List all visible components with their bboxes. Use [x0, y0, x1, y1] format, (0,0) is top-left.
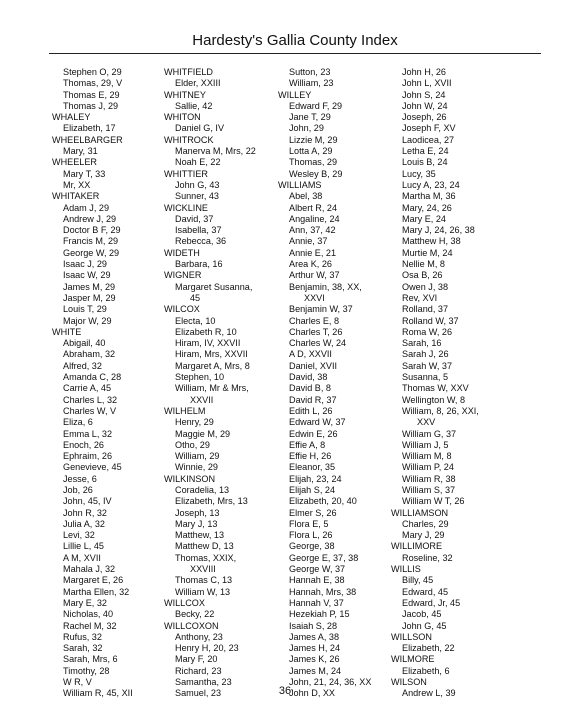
- index-entry: Billy, 45: [402, 575, 434, 586]
- index-entry: Thomas, 29, V: [63, 78, 123, 89]
- index-entry: Sallie, 42: [175, 100, 213, 111]
- index-entry: Annie, 37: [289, 236, 328, 247]
- index-entry: Maggie M, 29: [175, 428, 231, 439]
- index-entry: Becky, 22: [175, 609, 215, 620]
- index-entry: David, 38: [289, 372, 328, 383]
- index-entry: John D, XX: [289, 688, 335, 699]
- index-entry: John S, 24: [402, 89, 446, 100]
- index-entry: Jane T, 29: [289, 112, 331, 123]
- index-entry: Hiram, Mrs, XXVII: [175, 349, 248, 360]
- index-entry: Mr, XX: [63, 179, 91, 190]
- index-entry: Winnie, 29: [175, 462, 218, 473]
- index-entry: John, 45, IV: [63, 496, 112, 507]
- index-entry: Isaiah S, 28: [289, 620, 338, 631]
- index-entry: Noah E, 22: [175, 157, 221, 168]
- index-entry: William, Mr & Mrs,: [175, 383, 249, 394]
- index-entry: Andrew J, 29: [63, 213, 117, 224]
- index-entry: Hiram, IV, XXVII: [175, 338, 241, 349]
- index-surname: WILLIS: [391, 564, 421, 575]
- index-entry: Mary, 31: [63, 146, 98, 157]
- index-entry: Elder, XXIII: [175, 78, 221, 89]
- index-surname: WHITTIER: [164, 168, 208, 179]
- index-entry: Charles W, 24: [289, 338, 347, 349]
- index-entry: Major W, 29: [63, 315, 112, 326]
- index-entry: Arthur W, 37: [289, 270, 340, 281]
- index-surname: WILMORE: [391, 654, 435, 665]
- index-surname: WILCOX: [164, 304, 200, 315]
- index-entry: Matthew, 13: [175, 530, 225, 541]
- index-entry: Hannah E, 38: [289, 575, 345, 586]
- index-entry: David B, 8: [289, 383, 331, 394]
- index-entry: Owen J, 38: [402, 281, 448, 292]
- index-entry: Elizabeth R, 10: [175, 326, 237, 337]
- index-entry: John G, 43: [175, 179, 220, 190]
- index-entry: William W T, 26: [402, 496, 465, 507]
- index-entry: John, 21, 24, 36, XX: [289, 677, 372, 688]
- index-entry: Matthew D, 13: [175, 541, 234, 552]
- index-entry: Effie A, 8: [289, 439, 326, 450]
- index-entry: Rev, XVI: [402, 292, 438, 303]
- index-surname: WHEELER: [52, 157, 97, 168]
- index-entry: Margaret Susanna,: [175, 281, 253, 292]
- index-entry: Thomas W, XXV: [402, 383, 469, 394]
- index-entry: James A, 38: [289, 631, 340, 642]
- index-entry: Lucy A, 23, 24: [402, 179, 460, 190]
- index-entry: Doctor B F, 29: [63, 225, 121, 236]
- index-entry: Annie E, 21: [289, 247, 337, 258]
- index-surname: WHEELBARGER: [52, 134, 123, 145]
- index-entry: Ephraim, 26: [63, 451, 113, 462]
- index-entry: Adam J, 29: [63, 202, 109, 213]
- index-entry: Mary J, 13: [175, 518, 218, 529]
- index-entry: Louis B, 24: [402, 157, 448, 168]
- index-entry: Charles, 29: [402, 518, 449, 529]
- index-entry: A D, XXVII: [289, 349, 332, 360]
- index-entry: Mary, 24, 26: [402, 202, 452, 213]
- index-entry: XXVIII: [190, 564, 216, 575]
- index-entry: Elijah, 23, 24: [289, 473, 342, 484]
- index-entry: Margaret E, 26: [63, 575, 124, 586]
- index-entry: Jesse, 6: [63, 473, 97, 484]
- index-entry: Joseph F, XV: [402, 123, 456, 134]
- index-entry: George W, 29: [63, 247, 120, 258]
- index-entry: Nellie M, 8: [402, 259, 445, 270]
- index-entry: Lotta A, 29: [289, 146, 333, 157]
- index-entry: Letha E, 24: [402, 146, 449, 157]
- index-entry: Osa B, 26: [402, 270, 443, 281]
- index-entry: Elizabeth, 22: [402, 643, 455, 654]
- index-entry: William, 29: [175, 451, 220, 462]
- index-entry: Mary E, 24: [402, 213, 446, 224]
- index-entry: Isaac W, 29: [63, 270, 111, 281]
- index-entry: Mary E, 32: [63, 597, 107, 608]
- index-surname: WILLEY: [278, 89, 312, 100]
- index-entry: Coradelia, 13: [175, 484, 230, 495]
- index-entry: John G, 45: [402, 620, 447, 631]
- index-entry: Manerva M, Mrs, 22: [175, 146, 256, 157]
- index-entry: Stephen O, 29: [63, 67, 122, 77]
- index-surname: WILKINSON: [164, 473, 216, 484]
- index-entry: William, 8, 26, XXI,: [402, 405, 479, 416]
- index-entry: David, 37: [175, 213, 214, 224]
- index-entry: Sutton, 23: [289, 67, 331, 77]
- index-entry: William R, 38: [402, 473, 456, 484]
- index-entry: Electa, 10: [175, 315, 216, 326]
- index-entry: John W, 24: [402, 100, 448, 111]
- index-entry: Edward F, 29: [289, 100, 343, 111]
- index-entry: Elizabeth, 17: [63, 123, 116, 134]
- index-entry: Enoch, 26: [63, 439, 104, 450]
- index-entry: William P, 24: [402, 462, 454, 473]
- index-entry: Rolland, 37: [402, 304, 449, 315]
- index-entry: Andrew L, 39: [402, 688, 456, 699]
- index-entry: Edwin E, 26: [289, 428, 338, 439]
- index-entry: Anthony, 23: [175, 631, 223, 642]
- index-surname: WHITNEY: [164, 89, 206, 100]
- index-entry: Emma L, 32: [63, 428, 113, 439]
- index-entry: Hannah V, 37: [289, 597, 344, 608]
- index-entry: Susanna, 5: [402, 372, 449, 383]
- index-surname: WICKLINE: [164, 202, 208, 213]
- index-entry: Stephen, 10: [175, 372, 225, 383]
- page-title: Hardesty's Gallia County Index: [192, 32, 398, 49]
- index-entry: Matthew H, 38: [402, 236, 461, 247]
- title-rule: [49, 53, 541, 54]
- index-entry: Sarah, 32: [63, 643, 103, 654]
- index-entry: John H, 26: [402, 67, 446, 77]
- index-surname: WHITROCK: [164, 134, 214, 145]
- index-entry: Edward W, 37: [289, 417, 346, 428]
- index-entry: Daniel, XVII: [289, 360, 338, 371]
- index-entry: Jacob, 45: [402, 609, 442, 620]
- index-entry: David R, 37: [289, 394, 337, 405]
- index-entry: Timothy, 28: [63, 665, 110, 676]
- index-entry: Charles T, 26: [289, 326, 343, 337]
- index-entry: James H, 24: [289, 643, 341, 654]
- index-entry: Amanda C, 28: [63, 372, 122, 383]
- index-entry: Abel, 38: [289, 191, 323, 202]
- index-column-4: [391, 67, 479, 700]
- index-entry: Martha M, 36: [402, 191, 456, 202]
- index-column-2: [164, 67, 256, 700]
- index-entry: William S, 37: [402, 484, 456, 495]
- index-entry: Sarah J, 26: [402, 349, 449, 360]
- index-entry: Barbara, 16: [175, 259, 223, 270]
- index-entry: Wesley B, 29: [289, 168, 343, 179]
- index-entry: William R, 45, XII: [63, 688, 133, 699]
- index-entry: Lizzie M, 29: [289, 134, 338, 145]
- index-entry: Benjamin, 38, XX,: [289, 281, 362, 292]
- index-entry: Julia A, 32: [63, 518, 105, 529]
- index-entry: Thomas J, 29: [63, 100, 119, 111]
- index-entry: Elmer S, 26: [289, 507, 337, 518]
- index-entry: Mahala J, 32: [63, 564, 116, 575]
- index-entry: Roma W, 26: [402, 326, 453, 337]
- index-entry: Thomas C, 13: [175, 575, 233, 586]
- index-entry: Hezekiah P, 15: [289, 609, 350, 620]
- index-entry: Ann, 37, 42: [289, 225, 336, 236]
- index-entry: Samantha, 23: [175, 677, 232, 688]
- index-entry: 45: [190, 292, 201, 303]
- index-entry: Joseph, 13: [175, 507, 220, 518]
- index-entry: Daniel G, IV: [175, 123, 225, 134]
- index-entry: Elizabeth, 6: [402, 665, 450, 676]
- index-entry: Martha Ellen, 32: [63, 586, 130, 597]
- index-entry: Sarah, Mrs, 6: [63, 654, 118, 665]
- index-entry: Genevieve, 45: [63, 462, 122, 473]
- index-entry: John, 29: [289, 123, 324, 134]
- index-entry: Edward, 45: [402, 586, 449, 597]
- index-entry: Joseph, 26: [402, 112, 447, 123]
- index-surname: WILLIAMS: [278, 179, 322, 190]
- index-entry: Carrie A, 45: [63, 383, 112, 394]
- index-entry: William J, 5: [402, 439, 449, 450]
- index-surname: WIDETH: [164, 247, 200, 258]
- index-entry: Albert R, 24: [289, 202, 338, 213]
- index-surname: WILLIAMSON: [391, 507, 449, 518]
- index-surname: WHITAKER: [52, 191, 100, 202]
- index-entry: XXVI: [304, 292, 325, 303]
- index-entry: Sunner, 43: [175, 191, 219, 202]
- index-entry: Mary F, 20: [175, 654, 218, 665]
- index-entry: Wellington W, 8: [402, 394, 466, 405]
- index-surname: WILSON: [391, 677, 427, 688]
- index-entry: Laodicea, 27: [402, 134, 455, 145]
- index-entry: Levi, 32: [63, 530, 95, 541]
- index-surname: WHITON: [164, 112, 201, 123]
- index-column-3: [278, 67, 371, 700]
- index-entry: Job, 26: [63, 484, 93, 495]
- index-surname: WILLCOXON: [164, 620, 219, 631]
- index-entry: Sarah W, 37: [402, 360, 453, 371]
- index-entry: XXV: [417, 417, 436, 428]
- index-surname: WILHELM: [164, 405, 206, 416]
- index-entry: Abigail, 40: [63, 338, 106, 349]
- index-surname: WHITFIELD: [164, 67, 214, 77]
- index-entry: Nicholas, 40: [63, 609, 114, 620]
- index-entry: Flora E, 5: [289, 518, 329, 529]
- index-entry: William, 23: [289, 78, 334, 89]
- index-surname: WHALEY: [52, 112, 91, 123]
- index-entry: William M, 8: [402, 451, 452, 462]
- index-entry: Jasper M, 29: [63, 292, 116, 303]
- index-entry: Lillie L, 45: [63, 541, 104, 552]
- index-entry: Angaline, 24: [289, 213, 340, 224]
- index-entry: Thomas, 29: [289, 157, 338, 168]
- index-entry: Elijah S, 24: [289, 484, 336, 495]
- index-entry: Samuel, 23: [175, 688, 222, 699]
- index-surname: WILLSON: [391, 631, 432, 642]
- index-surname: WHITE: [52, 326, 82, 337]
- index-entry: Hannah, Mrs, 38: [289, 586, 357, 597]
- index-entry: Elizabeth, Mrs, 13: [175, 496, 248, 507]
- index-entry: Alfred, 32: [63, 360, 102, 371]
- index-entry: Benjamin W, 37: [289, 304, 353, 315]
- index-entry: Mary T, 33: [63, 168, 106, 179]
- index-entry: Area K, 26: [289, 259, 332, 270]
- index-surname: WIGNER: [164, 270, 202, 281]
- index-entry: Thomas E, 29: [63, 89, 120, 100]
- index-entry: Edward, Jr, 45: [402, 597, 461, 608]
- index-entry: Lucy, 35: [402, 168, 436, 179]
- index-entry: Roseline, 32: [402, 552, 453, 563]
- index-entry: James M, 24: [289, 665, 342, 676]
- index-entry: Rebecca, 36: [175, 236, 227, 247]
- index-entry: Murtie M, 24: [402, 247, 453, 258]
- index-entry: Flora L, 26: [289, 530, 333, 541]
- index-entry: Elizabeth, 20, 40: [289, 496, 357, 507]
- index-entry: Charles W, V: [63, 405, 117, 416]
- index-entry: Eliza, 6: [63, 417, 93, 428]
- index-entry: Henry H, 20, 23: [175, 643, 239, 654]
- index-entry: George W, 37: [289, 564, 346, 575]
- index-entry: James K, 26: [289, 654, 340, 665]
- index-entry: XXVII: [190, 394, 214, 405]
- index-surname: WILLIMORE: [391, 541, 443, 552]
- index-entry: Charles L, 32: [63, 394, 118, 405]
- index-entry: Louis T, 29: [63, 304, 107, 315]
- index-column-1: [52, 67, 133, 700]
- index-entry: William W, 13: [175, 586, 231, 597]
- index-entry: Sarah, 16: [402, 338, 442, 349]
- index-entry: Henry, 29: [175, 417, 214, 428]
- index-entry: Otho, 29: [175, 439, 210, 450]
- index-entry: George E, 37, 38: [289, 552, 359, 563]
- index-entry: Mary J, 29: [402, 530, 445, 541]
- index-entry: Isaac J, 29: [63, 259, 107, 270]
- index-surname: WILLCOX: [164, 597, 205, 608]
- index-entry: John R, 32: [63, 507, 107, 518]
- index-entry: Charles E, 8: [289, 315, 340, 326]
- index-entry: Edith L, 26: [289, 405, 333, 416]
- index-entry: Eleanor, 35: [289, 462, 336, 473]
- index-entry: Margaret A, Mrs, 8: [175, 360, 250, 371]
- index-entry: Rufus, 32: [63, 631, 102, 642]
- index-entry: Francis M, 29: [63, 236, 119, 247]
- index-entry: William G, 37: [402, 428, 457, 439]
- index-entry: A M, XVII: [63, 552, 101, 563]
- index-entry: Rolland W, 37: [402, 315, 459, 326]
- index-entry: Mary J, 24, 26, 38: [402, 225, 475, 236]
- index-entry: Abraham, 32: [63, 349, 116, 360]
- index-entry: George, 38: [289, 541, 335, 552]
- index-entry: W R, V: [63, 677, 92, 688]
- index-entry: James M, 29: [63, 281, 116, 292]
- index-entry: Rachel M, 32: [63, 620, 117, 631]
- page-number: 36: [278, 685, 292, 697]
- index-entry: Isabella, 37: [175, 225, 222, 236]
- index-entry: Effie H, 26: [289, 451, 332, 462]
- index-entry: John L, XVII: [402, 78, 452, 89]
- index-entry: Richard, 23: [175, 665, 222, 676]
- index-entry: Thomas, XXIX,: [175, 552, 237, 563]
